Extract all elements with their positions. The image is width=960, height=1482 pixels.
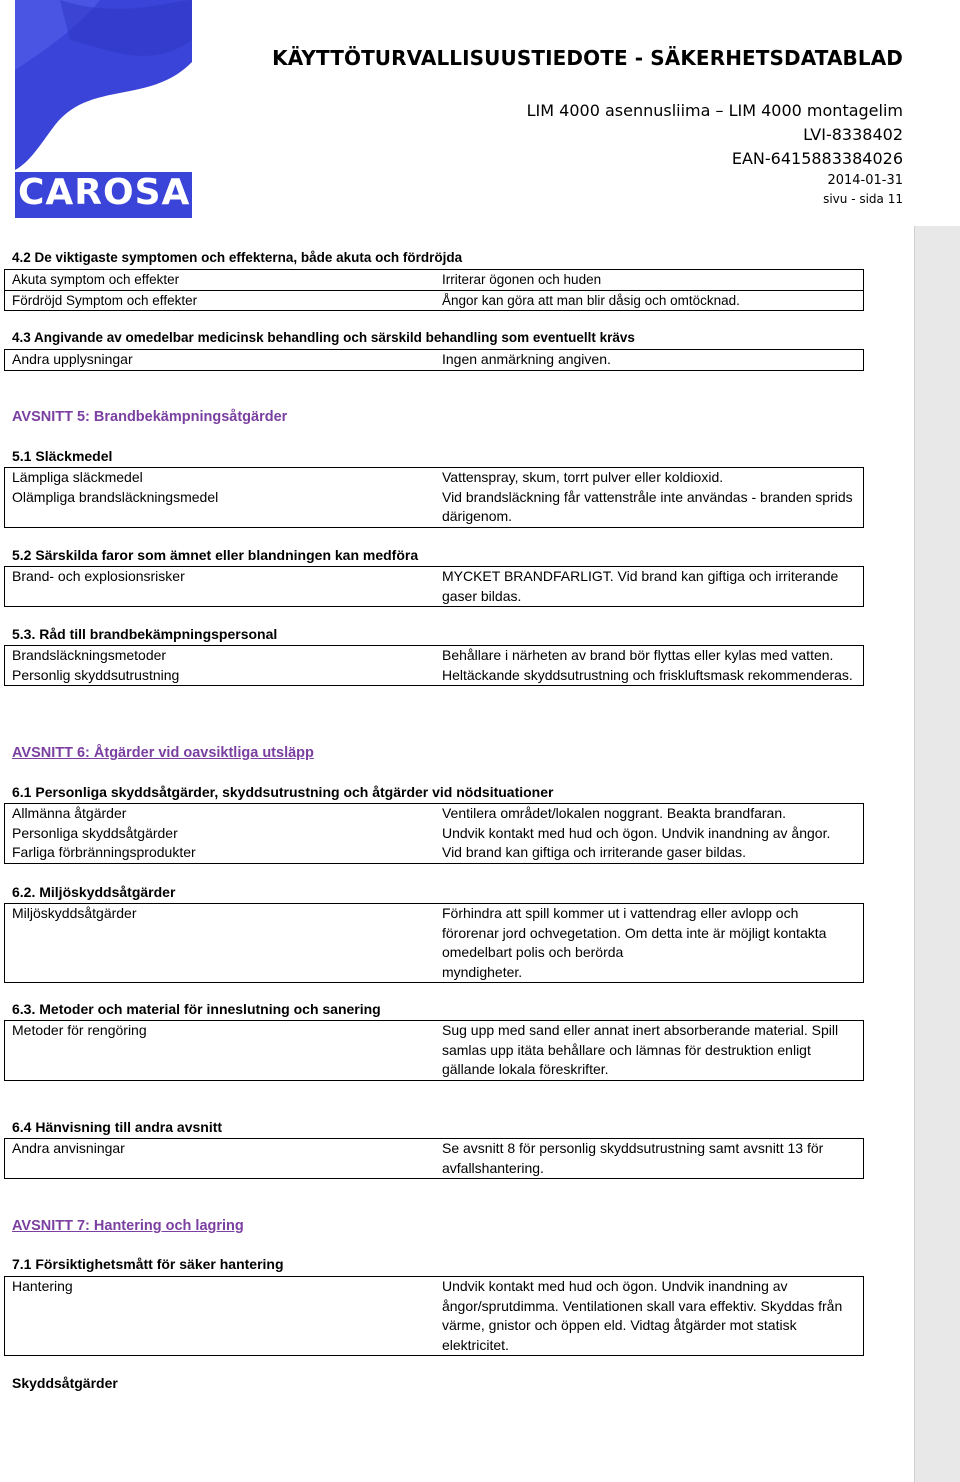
section-6-heading: AVSNITT 6: Åtgärder vid oavsiktliga utsläpp bbox=[12, 745, 314, 761]
heading-5-3: 5.3. Råd till brandbekämpningspersonal bbox=[12, 626, 278, 642]
heading-5-1: 5.1 Släckmedel bbox=[12, 448, 113, 464]
row-label: Lämpliga släckmedel bbox=[12, 469, 143, 485]
row-label: Akuta symptom och effekter bbox=[12, 272, 180, 287]
table-5-2 bbox=[4, 566, 864, 607]
document-date: 2014-01-31 bbox=[827, 173, 903, 188]
document-title: KÄYTTÖTURVALLISUUSTIEDOTE - SÄKERHETSDATABLAD bbox=[272, 46, 903, 70]
table-7-1 bbox=[4, 1276, 864, 1356]
row-label: Miljöskyddsåtgärder bbox=[12, 905, 137, 921]
row-label: Personliga skyddsåtgärder bbox=[12, 824, 178, 841]
row-value: Vid brand kan giftiga och irriterande gaser bildas. bbox=[441, 844, 747, 860]
row-labels bbox=[5, 646, 434, 685]
row-values bbox=[434, 468, 863, 527]
row-label: Personlig skyddsutrustning bbox=[12, 666, 180, 683]
product-name: LIM 4000 asennusliima – LIM 4000 montagelim bbox=[526, 101, 903, 120]
row-value: Se avsnitt 8 för personlig skyddsutrustning samt avsnitt 13 för avfallshantering. bbox=[441, 1140, 824, 1176]
row-value: Sug upp med sand eller annat inert absorberande material. Spill samlas upp itäta behållare och lämnas för destruktion enligt gällande lokala föreskrifter. bbox=[441, 1022, 839, 1077]
heading-skyddsatgarder: Skyddsåtgärder bbox=[12, 1375, 118, 1391]
table-row bbox=[5, 270, 863, 290]
page-number: sivu - sida 11 bbox=[823, 192, 903, 206]
table-4-2 bbox=[4, 269, 864, 311]
row-value: MYCKET BRANDFARLIGT. Vid brand kan giftiga och irriterande gaser bildas. bbox=[441, 568, 839, 604]
row-value: Irriterar ögonen och huden bbox=[441, 272, 602, 287]
row-label: Brandsläckningsmetoder bbox=[12, 647, 167, 663]
table-row bbox=[5, 1139, 863, 1178]
table-row bbox=[5, 804, 863, 863]
row-value: Behållare i närheten av brand bör flyttas eller kylas med vatten. bbox=[441, 647, 834, 663]
row-value: Förhindra att spill kommer ut i vattendrag eller avlopp och förorenar jord ochvegetation. Om detta inte är möjligt kontakta omedelbart polis och berörda bbox=[441, 905, 827, 960]
row-value: Ingen anmärkning angiven. bbox=[441, 351, 611, 367]
heading-7-1: 7.1 Försiktighetsmått för säker hantering bbox=[12, 1256, 284, 1272]
row-value: Ventilera området/lokalen noggrant. Beakta brandfaran. bbox=[441, 805, 786, 821]
table-row bbox=[5, 350, 863, 370]
table-6-3 bbox=[4, 1020, 864, 1081]
scrollbar-track[interactable] bbox=[914, 226, 960, 1482]
row-labels bbox=[5, 804, 434, 863]
table-6-4 bbox=[4, 1138, 864, 1179]
logo-wordmark: CAROSA bbox=[18, 172, 191, 213]
table-row bbox=[5, 904, 863, 982]
row-value: Ångor kan göra att man blir dåsig och omtöcknad. bbox=[441, 292, 740, 308]
row-label: Fördröjd Symptom och effekter bbox=[12, 292, 198, 308]
table-5-3 bbox=[4, 645, 864, 686]
table-row bbox=[5, 646, 863, 685]
heading-6-4: 6.4 Hänvisning till andra avsnitt bbox=[12, 1119, 223, 1135]
heading-4-3: 4.3 Angivande av omedelbar medicinsk behandling och särskild behandling som eventuellt krävs bbox=[12, 330, 635, 345]
row-value: Undvik kontakt med hud och ögon. Undvik inandning av ångor. bbox=[441, 824, 831, 841]
lvi-number: LVI-8338402 bbox=[803, 125, 903, 144]
heading-6-1: 6.1 Personliga skyddsåtgärder, skyddsutrustning och åtgärder vid nödsituationer bbox=[12, 784, 554, 800]
row-label: Brand- och explosionsrisker bbox=[12, 568, 185, 584]
table-6-2 bbox=[4, 903, 864, 983]
row-value: Vattenspray, skum, torrt pulver eller koldioxid. bbox=[441, 469, 724, 485]
table-row bbox=[5, 1021, 863, 1080]
row-label: Andra anvisningar bbox=[12, 1140, 125, 1156]
row-value: Undvik kontakt med hud och ögon. Undvik inandning av ångor/sprutdimma. Ventilationen skall vara effektiv. Skyddas från värme, gnistor och öppen eld. Vidtag åtgärder mot statisk elektricitet. bbox=[441, 1278, 843, 1353]
table-5-1 bbox=[4, 467, 864, 528]
table-row bbox=[5, 567, 863, 606]
row-value: myndigheter. bbox=[441, 963, 523, 980]
row-values bbox=[434, 646, 863, 685]
table-row bbox=[5, 1277, 863, 1355]
row-values bbox=[434, 804, 863, 863]
row-label: Olämpliga brandsläckningsmedel bbox=[12, 488, 219, 505]
row-value: Vid brandsläckning får vattenstråle inte användas - branden sprids därigenom. bbox=[441, 488, 853, 524]
table-6-1 bbox=[4, 803, 864, 864]
row-values bbox=[434, 904, 863, 982]
heading-4-2: 4.2 De viktigaste symptomen och effekterna, både akuta och fördröjda bbox=[12, 250, 463, 265]
row-label: Hantering bbox=[12, 1278, 73, 1294]
ean-number: EAN-6415883384026 bbox=[731, 149, 903, 168]
table-row bbox=[5, 290, 863, 311]
table-4-3 bbox=[4, 349, 864, 371]
row-label: Andra upplysningar bbox=[12, 351, 133, 367]
row-label: Farliga förbränningsprodukter bbox=[12, 844, 196, 860]
row-label: Allmänna åtgärder bbox=[12, 805, 127, 821]
section-7-heading: AVSNITT 7: Hantering och lagring bbox=[12, 1218, 244, 1234]
row-label: Metoder för rengöring bbox=[12, 1022, 147, 1038]
heading-5-2: 5.2 Särskilda faror som ämnet eller blandningen kan medföra bbox=[12, 547, 419, 563]
table-row bbox=[5, 468, 863, 527]
heading-6-2: 6.2. Miljöskyddsåtgärder bbox=[12, 884, 176, 900]
section-5-heading: AVSNITT 5: Brandbekämpningsåtgärder bbox=[12, 409, 288, 425]
row-value: Heltäckande skyddsutrustning och friskluftsmask rekommenderas. bbox=[441, 666, 853, 683]
row-labels bbox=[5, 468, 434, 527]
heading-6-3: 6.3. Metoder och material för inneslutning och sanering bbox=[12, 1001, 381, 1017]
